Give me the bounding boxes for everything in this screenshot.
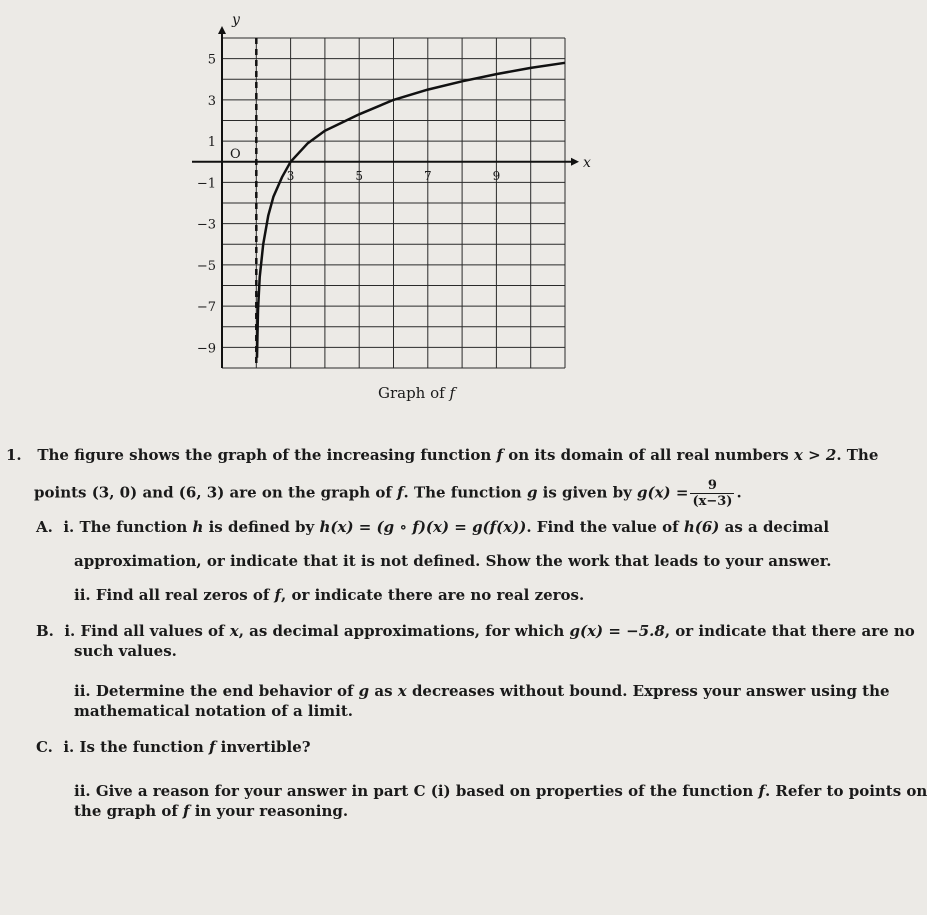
y-axis-arrow [218,26,226,34]
graph-of-f [0,0,833,380]
origin-label: O [230,146,241,162]
part-a-ii: ii. Find all real zeros of f, or indicate there are no real zeros. [74,586,585,604]
x-tick-label: 3 [286,168,295,183]
y-tick-label: 5 [207,52,216,68]
part-b-ii-line-1: ii. Determine the end behavior of g as x decreases without bound. Express your answer using the [74,682,890,700]
graph-caption: Graph of f [377,384,456,402]
y-tick-label: −9 [196,341,216,357]
y-tick-label: 3 [207,93,216,109]
g-fraction: $\frac{9}{(x-3)}$ [692,478,733,509]
grid-lines [222,38,565,368]
x-axis-label: x [583,154,591,171]
axes [192,26,579,368]
y-tick-label: −7 [196,300,216,316]
part-b-i-line-2: such values. [74,642,177,660]
f-curve [257,63,565,358]
part-c-ii-line-1: ii. Give a reason for your answer in part C (i) based on properties of the function f. Refer to points on [74,782,927,800]
x-axis-arrow [571,158,579,166]
x-tick-label: 7 [423,168,432,183]
part-a-i-line-1: A. i. The function h is defined by h(x) = (g ∘ f)(x) = g(f(x)). Find the value of h(6) as a decimal [36,518,830,536]
question-1-line-2: points (3, 0) and (6, 3) are on the graph of f. The function g is given by g(x) = $\frac{9}{(x-3)}$ . [34,478,742,509]
part-c-ii-line-2: the graph of f in your reasoning. [74,802,349,820]
curve-f [257,63,565,358]
x-tick-label: 9 [492,168,501,183]
part-b-i-line-1: B. i. Find all values of x, as decimal approximations, for which g(x) = −5.8, or indicate that there are no [36,622,915,640]
x-tick-label: 5 [355,168,364,183]
question-1-line-1: 1. The figure shows the graph of the increasing function f on its domain of all real numbers x > 2. The [6,446,879,464]
part-c-i: C. i. Is the function f invertible? [36,738,311,756]
y-axis-label: y [232,12,240,28]
y-tick-label: 1 [207,135,216,151]
y-tick-label: −3 [196,217,216,233]
part-b-ii-line-2: mathematical notation of a limit. [74,702,354,720]
y-tick-label: −1 [196,176,216,192]
y-tick-label: −5 [196,258,216,274]
part-a-i-line-2: approximation, or indicate that it is not defined. Show the work that leads to your answer. [74,552,832,570]
